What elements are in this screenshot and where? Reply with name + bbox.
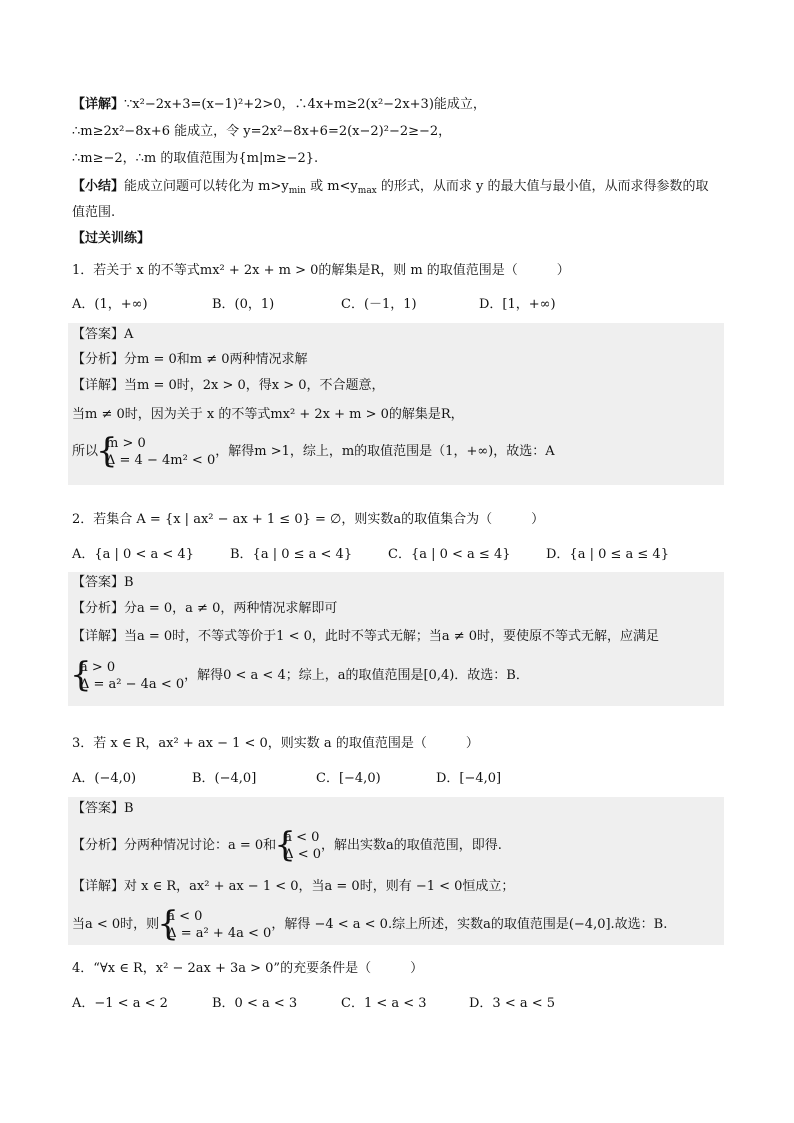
q1-answer: 【答案】A — [72, 327, 134, 342]
q1-option-d: D．[1，+∞) — [479, 297, 556, 312]
q3-answer: 【答案】B — [72, 801, 134, 816]
q4-option-d: D．3 < a < 5 — [469, 996, 556, 1011]
q4-option-c: C．1 < a < 3 — [341, 996, 427, 1011]
q2-option-b: B．{a | 0 ≤ a < 4} — [230, 547, 353, 562]
q1-detail-3: 所以 { m > 0 Δ = 4 − 4m² < 0 ，解得m >1，综上，m的取值范围是（1，+∞)，故选：A — [72, 434, 555, 470]
q1-stem: 1．若关于 x 的不等式mx² + 2x + m > 0的解集是R，则 m 的取值范围是（ ） — [72, 263, 570, 278]
q1-option-c: C．(－1，1) — [341, 297, 417, 312]
q1-detail-1: 【详解】当m = 0时，2x > 0，得x > 0，不合题意， — [72, 378, 385, 393]
detail-line-1: 【详解】∵x²−2x+3=(x−1)²+2>0，∴4x+m≥2(x²−2x+3)能成立， — [72, 97, 486, 112]
q4-option-b: B．0 < a < 3 — [212, 996, 298, 1011]
q2-system: { a > 0 Δ = a² − 4a < 0 — [72, 659, 184, 693]
q2-analysis: 【分析】分a = 0，a ≠ 0，两种情况求解即可 — [72, 601, 338, 616]
q3-option-c: C．[−4,0) — [316, 771, 381, 786]
q4-stem: 4．“∀x ∈ R，x² − 2ax + 3a > 0”的充要条件是（ ） — [72, 961, 424, 976]
summary-line-2: 值范围. — [72, 205, 116, 220]
q3-option-d: D．[−4,0] — [436, 771, 502, 786]
q1-analysis: 【分析】分m = 0和m ≠ 0两种情况求解 — [72, 352, 308, 367]
q1-system: { m > 0 Δ = 4 − 4m² < 0 — [98, 435, 215, 469]
q2-stem: 2．若集合 A = {x | ax² − ax + 1 ≤ 0} = ∅，则实数a的取值集合为（ ） — [72, 512, 545, 527]
q1-detail-2: 当m ≠ 0时，因为关于 x 的不等式mx² + 2x + m > 0的解集是R， — [72, 407, 464, 422]
q3-detail-1: 【详解】对 x ∈ R，ax² + ax − 1 < 0，当a = 0时，则有 −1 < 0恒成立； — [72, 879, 515, 894]
q2-detail-1: 【详解】当a = 0时，不等式等价于1 < 0，此时不等式无解；当a ≠ 0时，要使原不等式无解，应满足 — [72, 629, 660, 644]
q3-analysis-system: { a < 0 Δ < 0 — [276, 829, 321, 863]
q3-option-b: B．(−4,0] — [192, 771, 257, 786]
summary-line-1: 【小结】能成立问题可以转化为 $m>y_{min}$ 或 $m<y_{max}$ 的形式，从而求 y 的最大值与最小值，从而求得参数的取 — [72, 179, 709, 196]
q3-analysis: 【分析】分两种情况讨论：a = 0和 { a < 0 Δ < 0 ，解出实数a的取值范围，即得. — [72, 828, 502, 864]
q3-option-a: A．(−4,0) — [72, 771, 137, 786]
section-title: 【过关训练】 — [72, 231, 151, 246]
q2-answer: 【答案】B — [72, 575, 134, 590]
q1-option-a: A．(1，+∞) — [72, 297, 148, 312]
q2-option-d: D．{a | 0 ≤ a ≤ 4} — [546, 547, 669, 562]
q2-detail-2: { a > 0 Δ = a² − 4a < 0 ，解得0 < a < 4；综上，a的取值范围是[0,4)．故选：B． — [72, 658, 529, 694]
q4-option-a: A．−1 < a < 2 — [72, 996, 168, 1011]
q3-detail-2: 当a < 0时，则 { a < 0 Δ = a² + 4a < 0 ，解得 −4 < a < 0.综上所述，实数a的取值范围是(−4,0].故选：B. — [72, 907, 667, 943]
q3-system: { a < 0 Δ = a² + 4a < 0 — [159, 908, 271, 942]
q1-option-b: B．(0，1) — [212, 297, 275, 312]
detail-line-2: ∴m≥2x²−8x+6 能成立，令 y=2x²−8x+6=2(x−2)²−2≥−2， — [72, 124, 452, 139]
q2-option-c: C．{a | 0 < a ≤ 4} — [388, 547, 511, 562]
q2-option-a: A．{a | 0 < a < 4} — [72, 547, 194, 562]
detail-line-3: ∴m≥−2，∴m 的取值范围为{m|m≥−2}. — [72, 151, 319, 166]
q3-stem: 3．若 x ∈ R，ax² + ax − 1 < 0，则实数 a 的取值范围是（ ） — [72, 736, 479, 751]
